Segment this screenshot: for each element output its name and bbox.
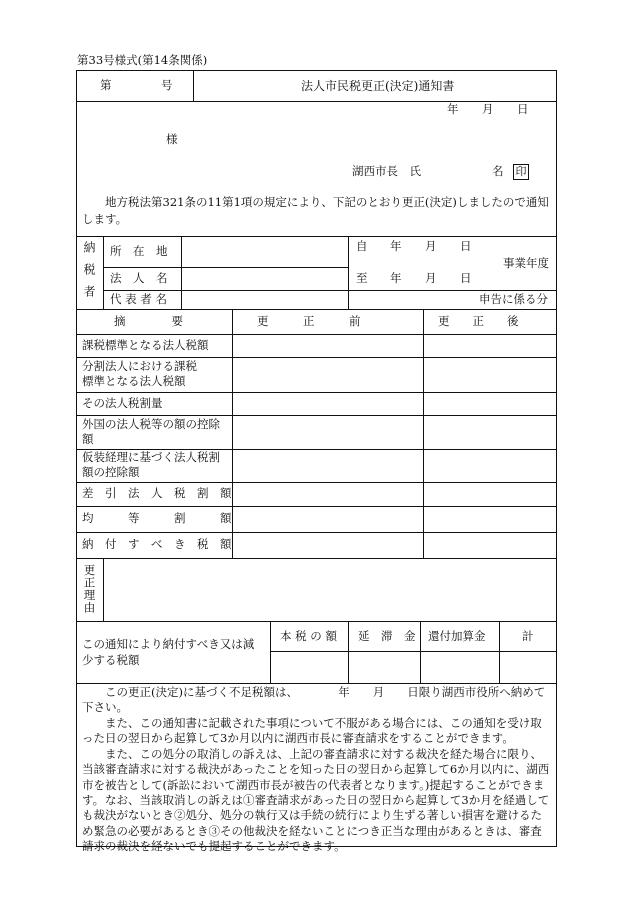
note-deadline: この更正(決定)に基づく不足税額は、 年 月 日限り湖西市役所へ納めて下さい。 [82,685,546,715]
field-address-label: 所 在 地 [110,244,168,258]
period-to-year: 年 [390,271,402,285]
row-label-corporate-tax-levy: その法人税割量 [82,396,163,410]
addressee-suffix: 様 [166,132,178,146]
note-exceptions: なお、当該取消しの訴えは①審査請求があった日の翌日から起算して3か月を経過しても裁決がないとき②処分、処分の執行又は手続の続行により生ずる著しい損害を避けるため緊急の必要があるとき③その他裁決を経ないことにつき正当な理由があるときは、審査請求の裁決を経ないでも提起することができます。 [82,793,550,853]
period-from-year: 年 [390,239,402,253]
payment-label-line1: この通知により納付すべき又は減 [82,637,255,651]
seal-mark: 印 [513,164,529,180]
intro-text: 地方税法第321条の11第1項の規定により、下記のとおり更正(決定)しましたので通知します。 [82,195,549,226]
period-from-day: 日 [460,239,472,253]
date-month: 月 [482,102,494,116]
period-to-day: 日 [460,271,472,285]
note-lawsuit: また、この処分の取消しの訴えは、上記の審査請求に対する裁決を経た場合に限り、当該審査請求に対する裁決があったことを知った日の翌日から起算して6か月以内に、湖西市を被告として(訴訟において湖西市長が被告の代表者となります。)提起することができます。 [82,747,550,807]
col-header-summary: 摘 要 [114,314,183,328]
row-label-divided-corp-line1: 分割法人における課税 [82,359,197,373]
col-header-after: 更 正 後 [438,314,519,328]
period-to-prefix: 至 [356,271,368,285]
number-label-prefix: 第 [100,78,112,92]
period-from-prefix: 自 [356,239,368,253]
col-refund-interest: 還付加算金 [428,629,486,643]
payment-label-line2: 少する税額 [82,653,140,667]
period-to-month: 月 [425,271,437,285]
row-label-per-capita-levy: 均 等 割 額 [82,511,232,525]
issuer-name-label: 名 [492,164,504,178]
row-label-tax-payable: 納 付 す べ き 税 額 [82,537,232,551]
row-label-corporate-tax-base: 課税標準となる法人税額 [82,338,209,352]
col-late-charge: 延 滞 金 [358,629,416,643]
row-label-false-accounting-line2: 額の控除額 [82,465,140,479]
fiscal-year-label: 事業年度 [503,256,549,270]
row-label-divided-corp-line2: 標準となる法人税額 [82,374,186,388]
row-label-false-accounting-line1: 仮装経理に基づく法人税割 [82,450,220,464]
col-principal-tax: 本 税 の 額 [280,629,337,643]
taxpayer-group-label: 納税者 [82,241,96,307]
row-label-foreign-tax-line1: 外国の法人税等の額の控除 [82,417,220,431]
number-label-suffix: 号 [161,78,173,92]
period-from-month: 月 [425,239,437,253]
document-title: 法人市民税更正(決定)通知書 [301,79,455,93]
issuer-title: 湖西市長 氏 [352,164,421,178]
row-label-net-corporate-tax: 差 引 法 人 税 割 額 [82,486,232,500]
row-label-foreign-tax-line2: 額 [82,432,94,446]
reason-label: 更正理由 [82,564,97,614]
col-header-before: 更 正 前 [257,314,361,328]
form-label: 第33号様式(第14条関係) [77,53,208,67]
filing-label: 申告に係る分 [479,292,548,306]
col-total: 計 [522,629,534,643]
note-appeal: また、この通知書に記載された事項について不服がある場合には、この通知を受け取った日の翌日から起算して3か月以内に湖西市長に審査請求をすることができます。 [82,716,542,746]
date-year: 年 [447,102,459,116]
field-corporate-name-label: 法 人 名 [110,271,168,285]
date-day: 日 [517,102,529,116]
field-representative-label: 代 表 者 名 [110,292,167,306]
